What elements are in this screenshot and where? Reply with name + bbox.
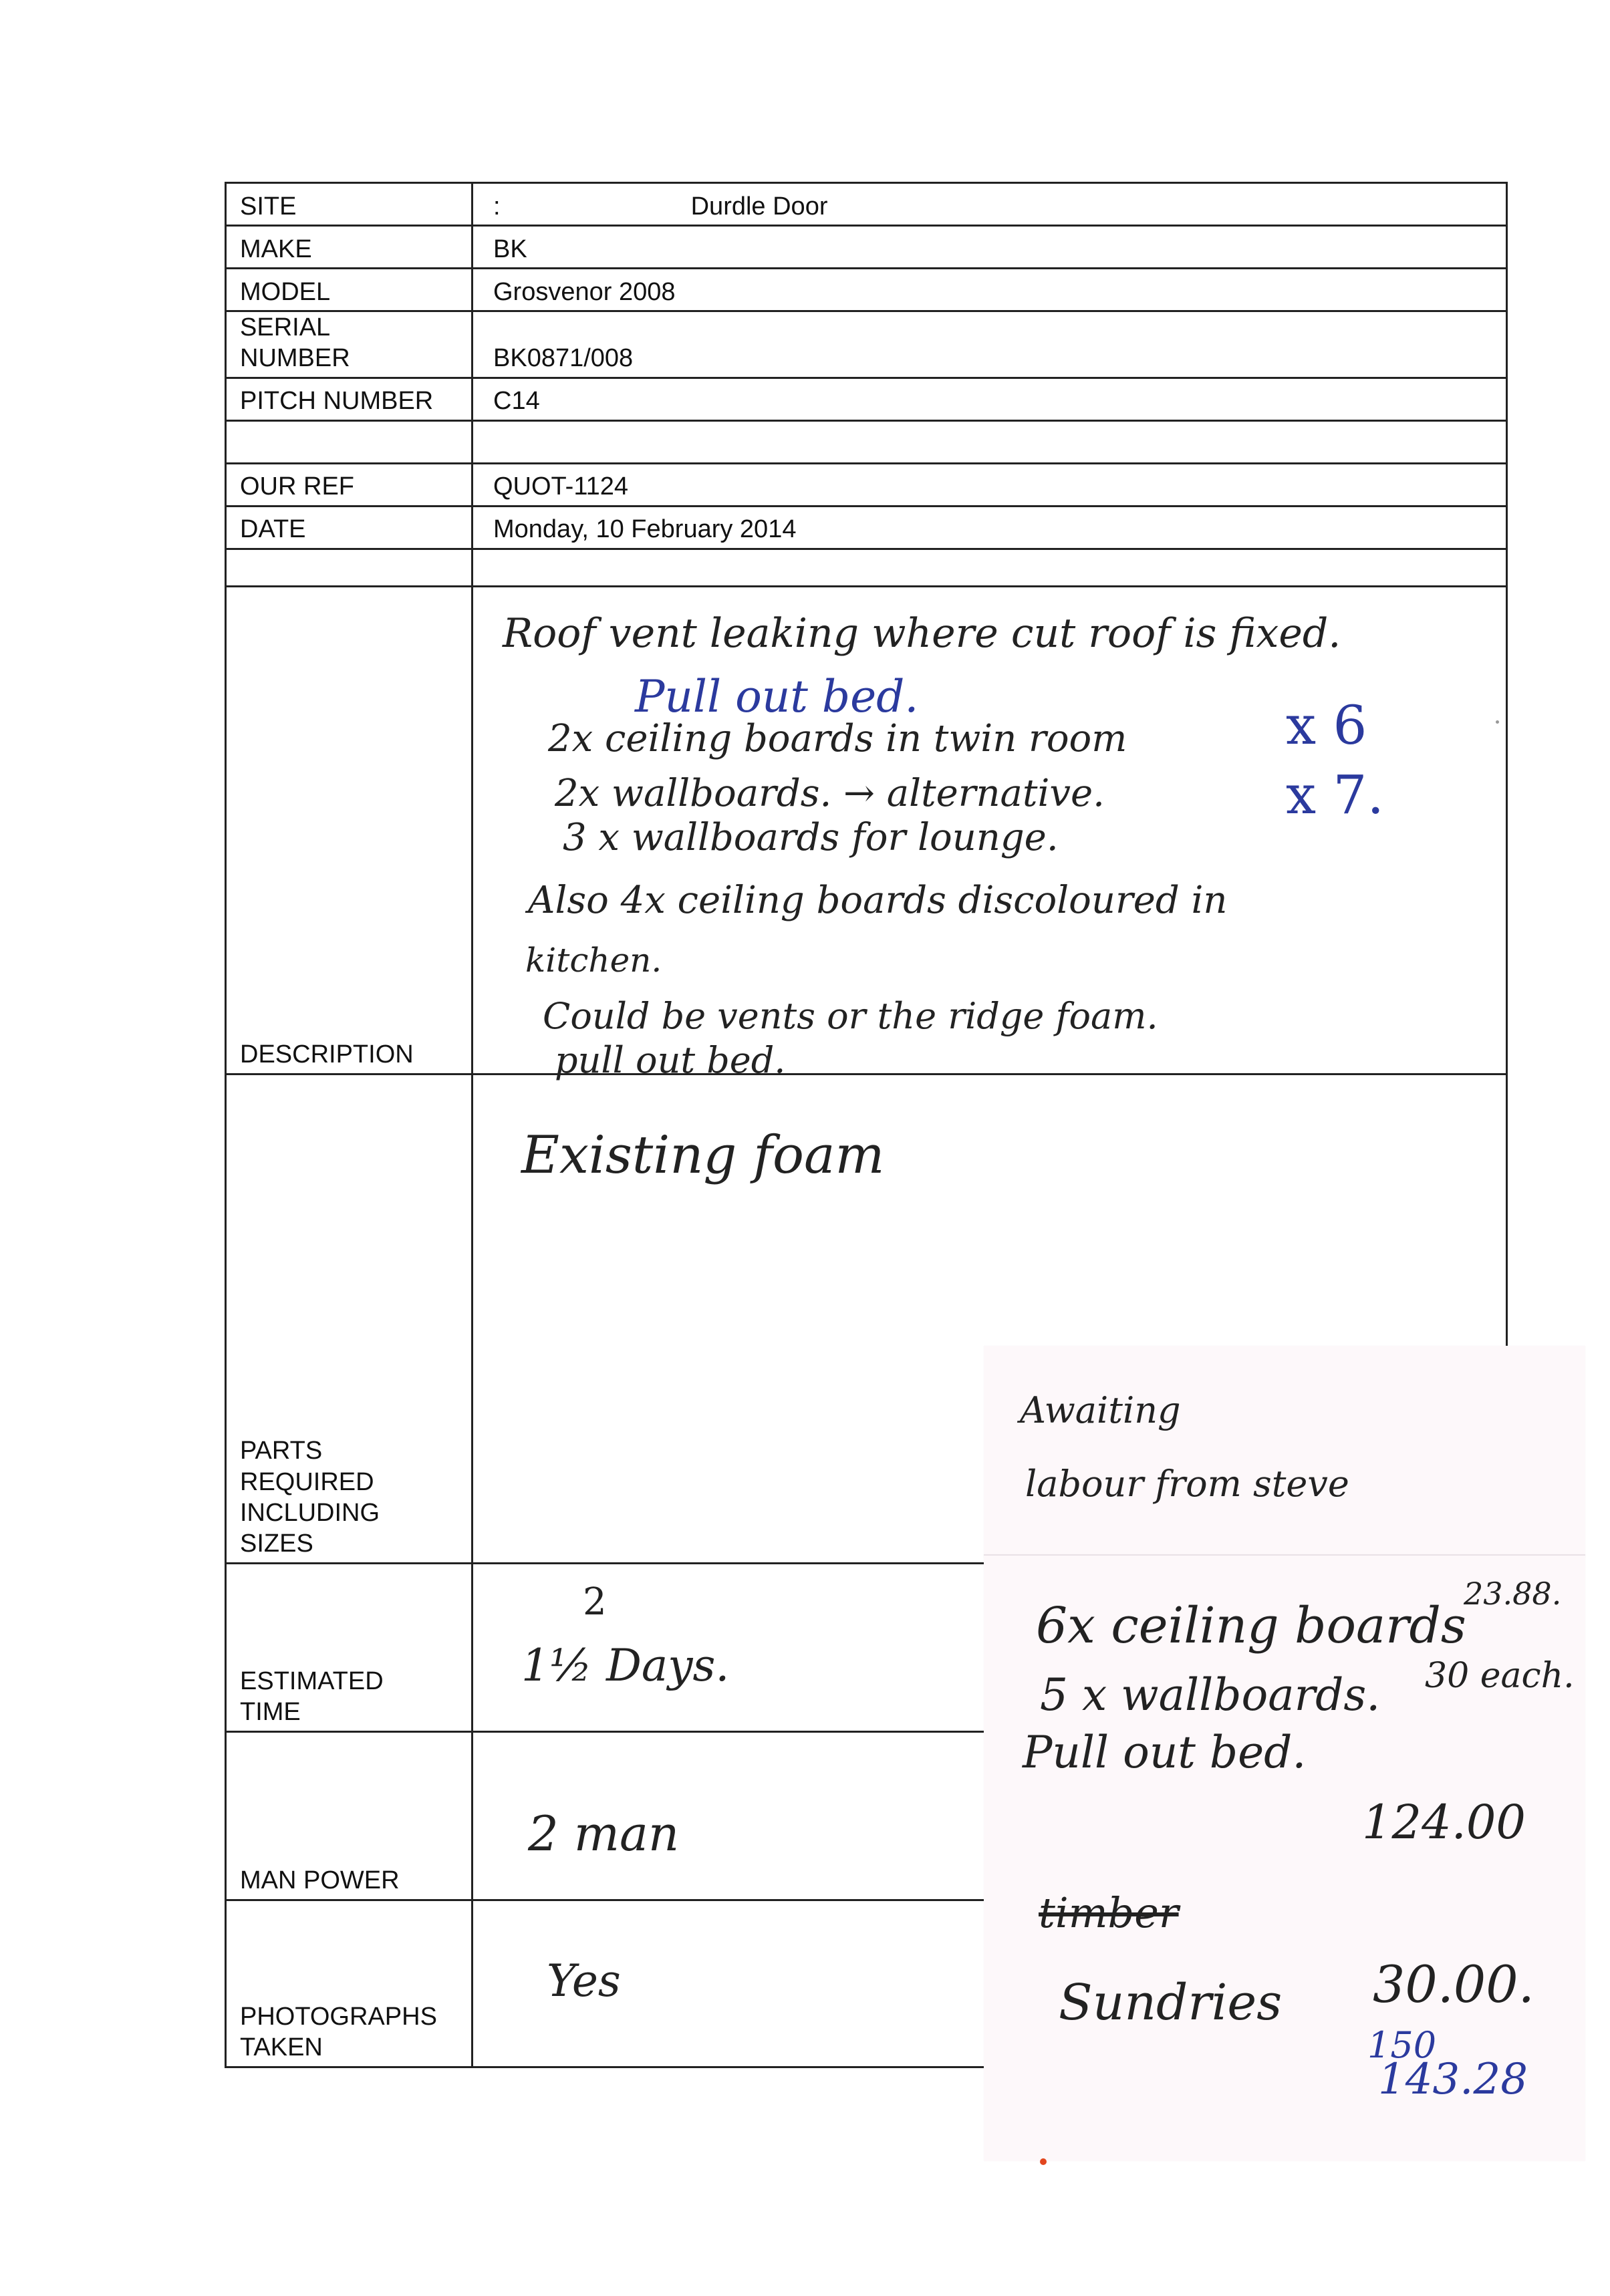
est-label-line1: ESTIMATED [240, 1667, 384, 1695]
serial-label-line1: SERIAL [240, 313, 331, 341]
make-value: BK [473, 226, 1507, 269]
parts-label-line4: SIZES [240, 1530, 313, 1558]
hw-parts: Existing foam [521, 1125, 885, 1185]
note1-line2: labour from steve [1025, 1463, 1349, 1505]
sticky-note-awaiting [984, 1346, 1585, 1558]
note1-line1: Awaiting [1020, 1389, 1181, 1431]
note2-struck-timber: timber [1039, 1888, 1179, 1937]
note2-sundries-value: 30.00. [1373, 1955, 1534, 2014]
blank-value-cell [473, 420, 1507, 463]
serial-number-value: BK0871/008 [473, 311, 1507, 378]
note2-line2-price: 30 each. [1425, 1656, 1575, 1696]
hw-desc-line-1: Roof vent leaking where cut roof is fixed. [503, 610, 1341, 657]
hw-desc-line-9: kitchen. [525, 941, 662, 980]
orange-speck [1040, 2158, 1047, 2165]
note2-subtotal: 124.00 [1362, 1795, 1526, 1850]
hw-desc-line-4: x 6 [1286, 694, 1367, 756]
sticky-note-costs [984, 1554, 1585, 2161]
parts-label-line3: INCLUDING [240, 1499, 380, 1527]
blank-value-cell-2 [473, 549, 1507, 586]
blank-label-cell-2 [226, 549, 473, 586]
note2-line1-price: 23.88. [1464, 1576, 1562, 1612]
note2-line1: 6x ceiling boards [1036, 1597, 1466, 1655]
note2-blue-line1: 150 [1367, 2024, 1437, 2066]
serial-label-line2: NUMBER [240, 344, 350, 373]
hw-desc-line-10: Could be vents or the ridge foam. [543, 995, 1158, 1037]
make-label: MAKE [226, 226, 473, 269]
hw-desc-line-5: 2x wallboards. → alternative. [555, 772, 1105, 815]
hw-desc-line-7: 3 x wallboards for lounge. [563, 816, 1059, 859]
model-value: Grosvenor 2008 [473, 269, 1507, 311]
hw-desc-line-3: 2x ceiling boards in twin room [548, 717, 1127, 760]
hw-desc-line-6: x 7. [1286, 764, 1384, 826]
photo-label-line2: TAKEN [240, 2033, 323, 2062]
man-power-label: MAN POWER [226, 1731, 473, 1900]
note2-sundries-label: Sundries [1059, 1974, 1283, 2031]
our-ref-value: QUOT-1124 [473, 463, 1507, 506]
description-label: DESCRIPTION [226, 586, 473, 1074]
site-value: : Durdle Door [473, 183, 1507, 226]
photo-label-line1: PHOTOGRAPHS [240, 2003, 437, 2031]
parts-required-label [226, 1074, 473, 1563]
pitch-number-label: PITCH NUMBER [226, 378, 473, 420]
parts-label-line2: REQUIRED [240, 1467, 374, 1496]
hw-estimated-time-superscript: 2 [583, 1580, 607, 1624]
hw-desc-line-2: Pull out bed. [635, 671, 919, 722]
photographs-taken-label [226, 1900, 473, 2067]
parts-label-line1: PARTS [240, 1437, 323, 1465]
est-label-line2: TIME [240, 1698, 301, 1727]
model-label: MODEL [226, 269, 473, 311]
our-ref-label: OUR REF [226, 463, 473, 506]
hw-desc-line-11: pull out bed. [555, 1039, 786, 1081]
note2-blue-line2: 143.28 [1378, 2055, 1528, 2104]
estimated-time-label [226, 1563, 473, 1731]
scan-speck [1496, 720, 1499, 724]
hw-estimated-time: 1½ Days. [521, 1640, 730, 1691]
note2-line2: 5 x wallboards. [1040, 1669, 1381, 1721]
blank-label-cell [226, 420, 473, 463]
hw-man-power: 2 man [528, 1806, 680, 1862]
date-value: Monday, 10 February 2014 [473, 506, 1507, 549]
pitch-number-value: C14 [473, 378, 1507, 420]
serial-number-label [226, 311, 473, 378]
site-label: SITE [226, 183, 473, 226]
hw-desc-line-8: Also 4x ceiling boards discoloured in [528, 879, 1228, 922]
hw-photographs: Yes [547, 1955, 621, 2007]
note2-line3: Pull out bed. [1023, 1727, 1307, 1778]
date-label: DATE [226, 506, 473, 549]
